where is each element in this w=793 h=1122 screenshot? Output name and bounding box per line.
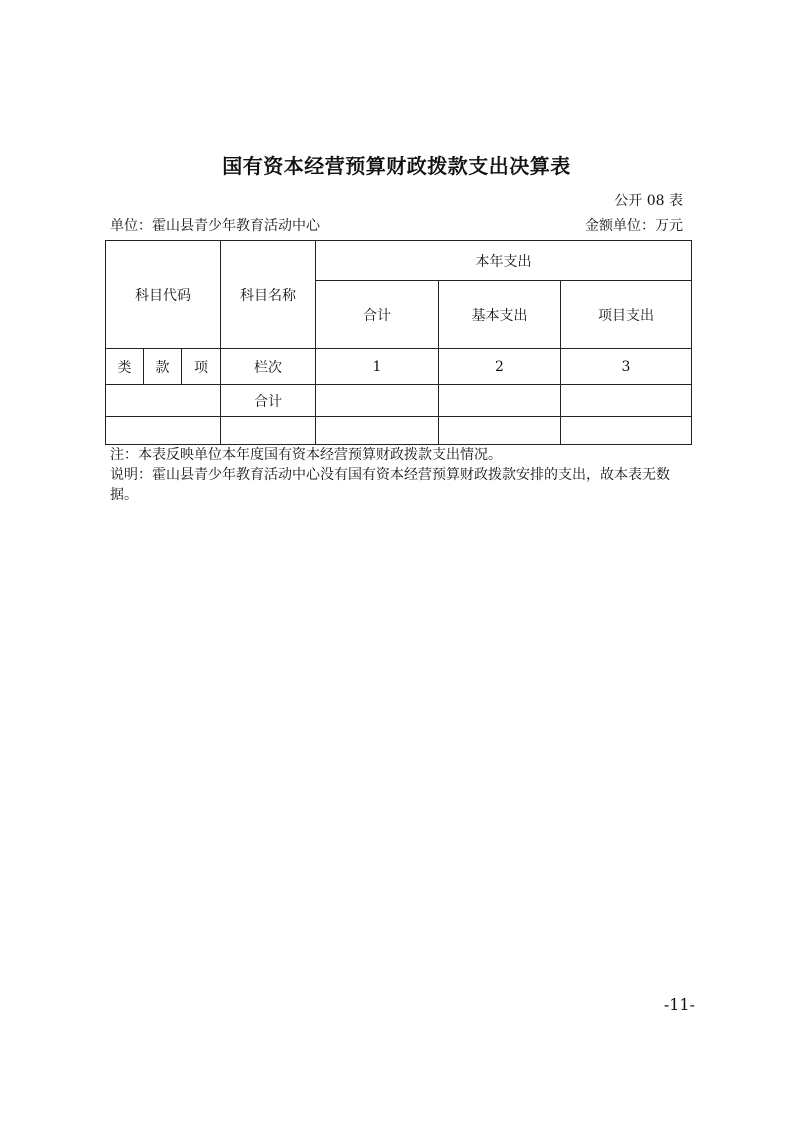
total-row-basic — [439, 385, 561, 417]
basic-expense-header: 基本支出 — [439, 281, 561, 349]
reporting-unit: 单位：霍山县青少年教育活动中心 — [110, 218, 320, 234]
page-number: -11- — [663, 995, 695, 1014]
notes — [110, 445, 695, 505]
column-2-cell: 2 — [439, 349, 561, 385]
total-header: 合计 — [316, 281, 439, 349]
current-year-expense-header: 本年支出 — [316, 241, 692, 281]
subject-code-header: 科目代码 — [106, 241, 221, 349]
section-cell: 款 — [144, 349, 182, 385]
total-row-total — [316, 385, 439, 417]
subject-name-header: 科目名称 — [221, 241, 316, 349]
item-cell: 项 — [182, 349, 221, 385]
empty-row-name — [221, 417, 316, 445]
column-3-cell: 3 — [561, 349, 692, 385]
empty-row-project — [561, 417, 692, 445]
column-1-cell: 1 — [316, 349, 439, 385]
total-row-code — [106, 385, 221, 417]
empty-row-total — [316, 417, 439, 445]
project-expense-header: 项目支出 — [561, 281, 692, 349]
column-no-cell: 栏次 — [221, 349, 316, 385]
note-scope: 注：本表反映单位本年度国有资本经营预算财政拨款支出情况。 — [110, 447, 502, 463]
header-row-1 — [106, 241, 692, 281]
category-cell: 类 — [106, 349, 144, 385]
total-row-project — [561, 385, 692, 417]
amount-unit: 金额单位：万元 — [585, 218, 683, 234]
column-number-row — [106, 349, 692, 385]
empty-row-code — [106, 417, 221, 445]
total-row — [106, 385, 692, 417]
document-title: 国有资本经营预算财政拨款支出决算表 — [222, 154, 571, 178]
table-row — [106, 417, 692, 445]
form-number: 公开 08 表 — [614, 193, 683, 209]
total-row-label: 合计 — [221, 385, 316, 417]
empty-row-basic — [439, 417, 561, 445]
expense-table — [105, 240, 692, 445]
note-explanation: 说明：霍山县青少年教育活动中心没有国有资本经营预算财政拨款安排的支出，故本表无数据。 — [110, 467, 670, 503]
